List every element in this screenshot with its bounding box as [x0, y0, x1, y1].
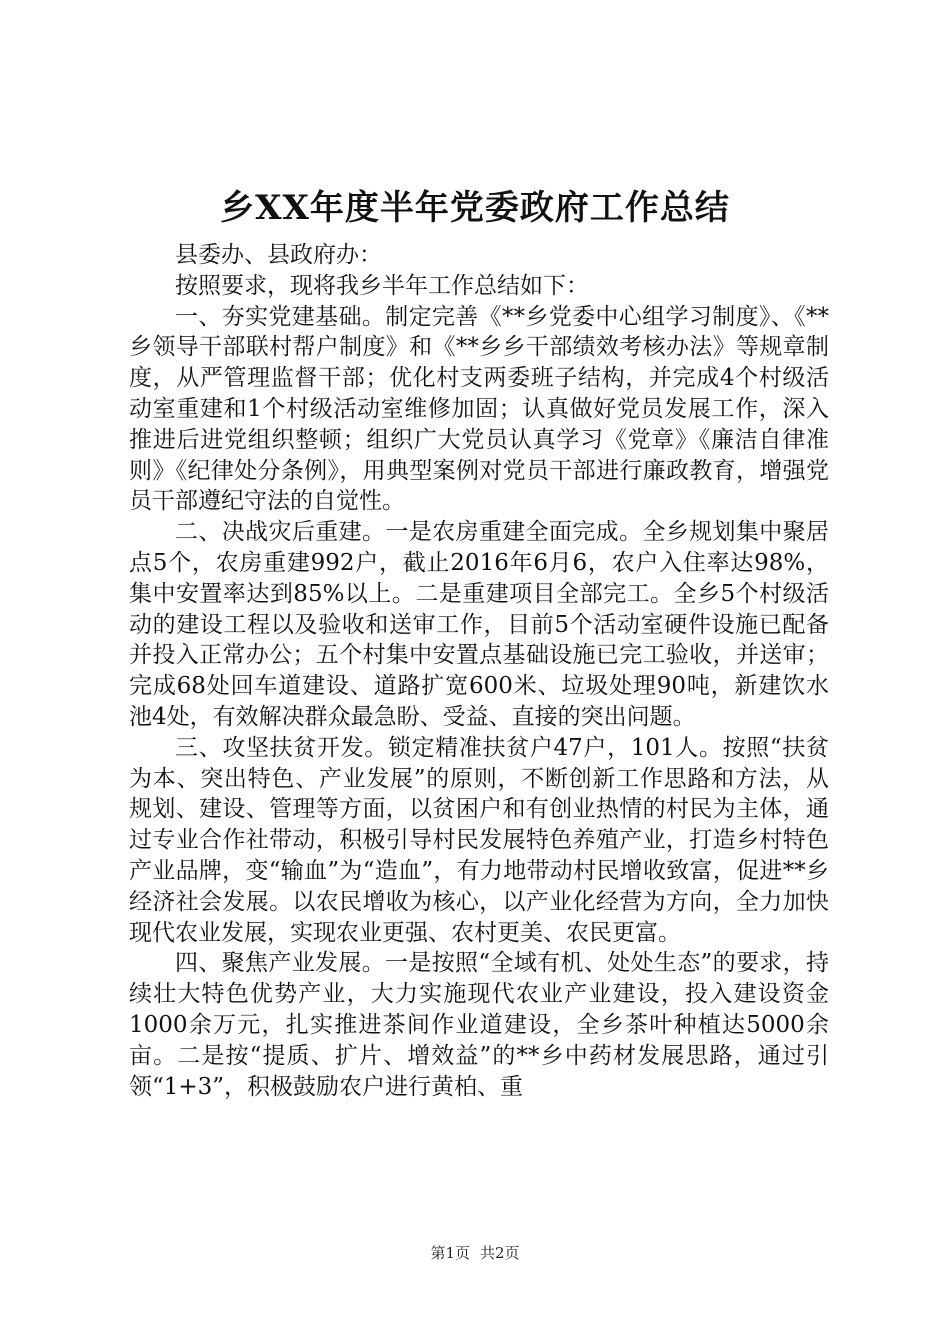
document-body	[129, 240, 829, 1102]
intro-paragraph: 按照要求，现将我乡半年工作总结如下：	[175, 272, 589, 299]
page-number: 第1页	[430, 1244, 470, 1262]
document-title: 乡XX年度半年党委政府工作总结	[220, 188, 730, 228]
body-paragraph-4: 四、聚焦产业发展。一是按照“全域有机、处处生态”的要求，持续壮大特色优势产业，大力实施现代农业产业建设，投入建设资金1000余万元，扎实推进茶间作业道建设，全乡茶叶种植达5000余亩。二是按“提质、扩片、增效益”的**乡中药材发展思路，通过引领“1+3”，积极鼓励农户进行黄柏、重	[129, 950, 829, 1100]
body-paragraph-2: 二、决战灾后重建。一是农房重建全面完成。全乡规划集中聚居点5个，农房重建992户，截止2016年6月6，农户入住率达98%，集中安置率达到85%以上。二是重建项目全部完工。全乡5个村级活动的建设工程以及验收和送审工作，目前5个活动室硬件设施已配备并投入正常办公；五个村集中安置点基础设施已完工验收，并送审；完成68处回车道建设、道路扩宽600米、垃圾处理90吨，新建饮水池4处，有效解决群众最急盼、受益、直接的突出问题。	[129, 519, 829, 730]
page-total: 共2页	[480, 1244, 520, 1262]
salutation: 县委办、县政府办：	[175, 242, 382, 268]
page-footer	[0, 1243, 950, 1263]
body-paragraph-3: 三、攻坚扶贫开发。锁定精准扶贫户47户，101人。按照“扶贫为本、突出特色、产业发展”的原则，不断创新工作思路和方法，从规划、建设、管理等方面，以贫困户和有创业热情的村民为主体，通过专业合作社带动，积极引导村民发展特色养殖产业，打造乡村特色产业品牌，变“输血”为“造血”，有力地带动村民增收致富，促进**乡经济社会发展。以农民增收为核心，以产业化经营为方向，全力加快现代农业发展，实现农业更强、农村更美、农民更富。	[129, 734, 829, 946]
body-paragraph-1: 一、夯实党建基础。制定完善《**乡党委中心组学习制度》、《**乡领导干部联村帮户制度》和《**乡乡干部绩效考核办法》等规章制度，从严管理监督干部；优化村支两委班子结构，并完成4个村级活动室重建和1个村级活动室维修加固；认真做好党员发展工作，深入推进后进党组织整顿；组织广大党员认真学习《党章》《廉洁自律准则》《纪律处分条例》，用典型案例对党员干部进行廉政教育，增强党员干部遵纪守法的自觉性。	[129, 303, 829, 515]
